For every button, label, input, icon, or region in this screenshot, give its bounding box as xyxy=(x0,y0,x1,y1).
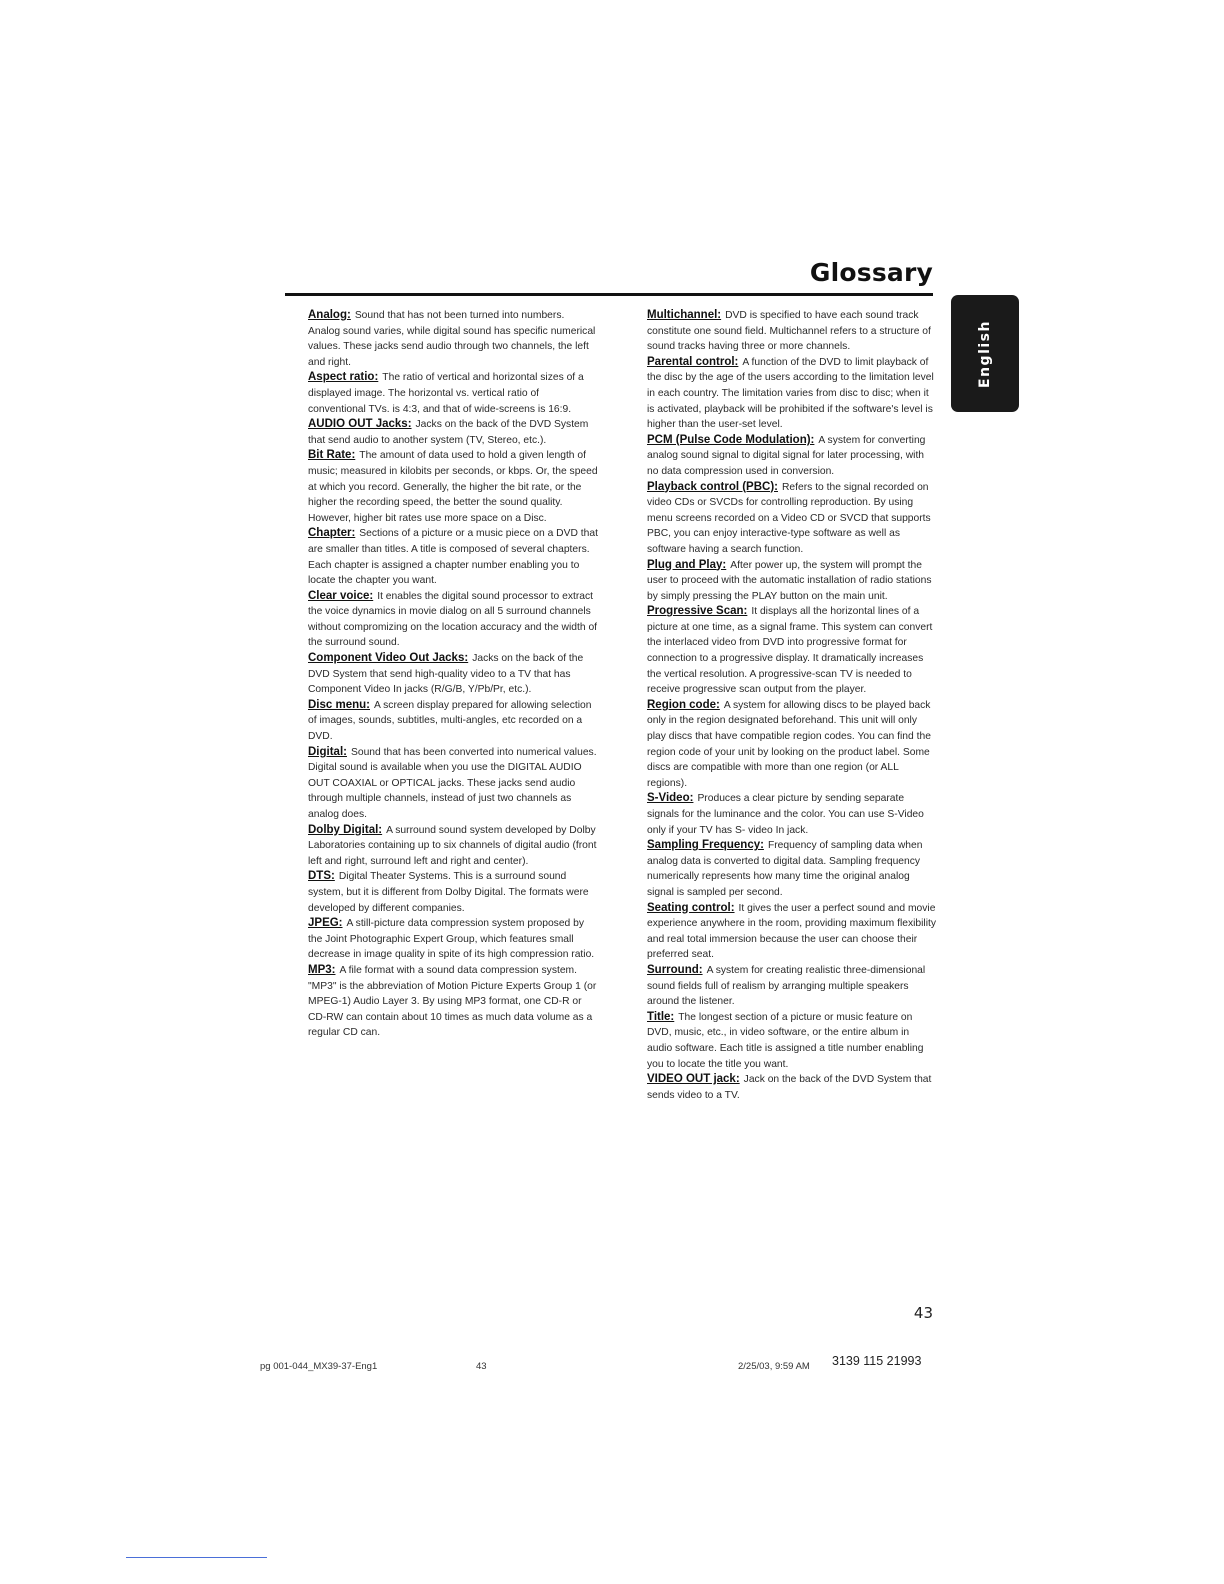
footer-file-name: pg 001-044_MX39-37-Eng1 xyxy=(260,1361,378,1372)
glossary-definition: Produces a clear picture by sending separate signals for the luminance and the color. You can use S-Video only if your TV has S- video In jack. xyxy=(647,793,924,836)
glossary-entry xyxy=(647,791,937,838)
glossary-definition: It gives the user a perfect sound and movie experience anywhere in the room, providing maximum flexibility and real total immersion because the user can choose their preferred seat. xyxy=(647,902,937,961)
glossary-entry xyxy=(647,838,937,900)
glossary-entry xyxy=(308,963,598,1041)
glossary-definition: A system for converting analog sound signal to digital signal for later processing, with no data compression used in conversion. xyxy=(647,434,926,477)
glossary-term: AUDIO OUT Jacks: xyxy=(308,418,412,431)
glossary-term: Disc menu: xyxy=(308,698,370,711)
page-number: 43 xyxy=(913,1304,933,1322)
glossary-term: Sampling Frequency: xyxy=(647,839,764,852)
glossary-entry xyxy=(308,745,598,823)
glossary-entry xyxy=(647,1010,937,1072)
glossary-term: Dolby Digital: xyxy=(308,823,383,836)
glossary-definition: A still-picture data compression system proposed by the Joint Photographic Expert Group, which features small decrease in image quality in spite of its high compression ratio. xyxy=(308,918,595,961)
glossary-term: VIDEO OUT jack: xyxy=(647,1073,740,1086)
glossary-term: Analog: xyxy=(308,309,351,321)
glossary-term: PCM (Pulse Code Modulation): xyxy=(647,433,815,446)
glossary-entry xyxy=(308,698,598,745)
glossary-term: JPEG: xyxy=(308,917,343,930)
glossary-definition: Digital Theater Systems. This is a surround sound system, but it is different from Dolby Digital. The formats were developed by different companies. xyxy=(308,871,589,914)
glossary-definition: The longest section of a picture or music feature on DVD, music, etc., in video software, or the entire album in audio software. Each title is assigned a title number enabling you to locate the title you want. xyxy=(647,1011,924,1070)
glossary-entry xyxy=(647,558,937,605)
glossary-entry xyxy=(647,433,937,480)
footer-code: 3139 115 21993 xyxy=(832,1354,922,1368)
glossary-definition: After power up, the system will prompt the user to proceed with the automatic installation of radio stations by simply pressing the PLAY button on the main unit. xyxy=(647,559,932,602)
glossary-definition: It enables the digital sound processor to extract the voice dynamics in movie dialog on all 5 surround channels without compromizing on the location accuracy and the width of the surround sound. xyxy=(308,590,598,649)
glossary-definition: Frequency of sampling data when analog data is converted to digital data. Sampling frequency numerically represents how many time the original analog signal is sampled per second. xyxy=(647,840,923,898)
glossary-entry xyxy=(647,901,937,963)
glossary-term: Plug and Play: xyxy=(647,558,727,571)
glossary-term: Aspect ratio: xyxy=(308,371,379,384)
glossary-column-right xyxy=(647,308,937,1103)
glossary-entry xyxy=(308,916,598,963)
glossary-definition: It displays all the horizontal lines of a picture at one time, as a signal frame. This system can convert the interlaced video from DVD into progressive format for connection to a progressive display. It dramatically increases the vertical resolution. A progressive-scan TV is needed to receive progressive scan output from the player. xyxy=(647,606,933,696)
page-title: Glossary xyxy=(809,258,933,287)
glossary-column-left xyxy=(308,308,598,1041)
glossary-definition: A file format with a sound data compression system. "MP3" is the abbreviation of Motion Picture Experts Group 1 (or MPEG-1) Audio Layer 3. By using MP3 format, one CD-R or CD-RW can contain about 10 times as much data volume as a regular CD can. xyxy=(308,964,597,1039)
glossary-entry xyxy=(647,308,937,355)
glossary-entry xyxy=(308,370,598,417)
glossary-entry xyxy=(308,308,598,370)
language-tab xyxy=(951,295,1019,412)
glossary-definition: The ratio of vertical and horizontal sizes of a displayed image. The horizontal vs. vertical ratio of conventional TVs. is 4:3, and that of wide-screens is 16:9. xyxy=(308,372,584,415)
glossary-definition: Sections of a picture or a music piece on a DVD that are smaller than titles. A title is composed of several chapters. Each chapter is assigned a chapter number enabling you to locate the chapter you want. xyxy=(308,528,598,587)
glossary-entry xyxy=(647,698,937,792)
glossary-entry xyxy=(308,526,598,588)
glossary-entry xyxy=(308,823,598,870)
glossary-definition: Jacks on the back of the DVD System that send high-quality video to a TV that has Component Video In jacks (R/G/B, Y/Pb/Pr, etc.). xyxy=(308,653,584,696)
glossary-entry xyxy=(647,963,937,1010)
glossary-entry xyxy=(647,355,937,433)
footer-date-time: 2/25/03, 9:59 AM xyxy=(738,1361,810,1372)
glossary-term: Title: xyxy=(647,1010,675,1023)
glossary-term: Playback control (PBC): xyxy=(647,480,778,493)
glossary-term: Progressive Scan: xyxy=(647,605,748,618)
glossary-term: Digital: xyxy=(308,745,347,758)
glossary-term: S-Video: xyxy=(647,792,694,805)
glossary-term: Multichannel: xyxy=(647,309,722,321)
glossary-entry xyxy=(308,869,598,916)
glossary-entry xyxy=(647,604,937,698)
glossary-definition: Refers to the signal recorded on video CDs or SVCDs for controlling reproduction. By using menu screens recorded on a Video CD or SVCD that supports PBC, you can enjoy interactive-type software as well as software having a search function. xyxy=(647,481,931,555)
glossary-term: Chapter: xyxy=(308,527,356,540)
glossary-term: MP3: xyxy=(308,963,336,976)
glossary-definition: A surround sound system developed by Dolby Laboratories containing up to six channels of digital audio (front left and right, surround left and right and center). xyxy=(308,824,597,867)
glossary-definition: Jack on the back of the DVD System that sends video to a TV. xyxy=(647,1074,932,1101)
glossary-definition: Sound that has been converted into numerical values. Digital sound is available when you use the DIGITAL AUDIO OUT COAXIAL or OPTICAL jacks. These jacks send audio through multiple channels, instead of just two channels as analog does. xyxy=(308,746,597,820)
glossary-definition: The amount of data used to hold a given length of music; measured in kilobits per seconds, or kbps. Or, the speed at which you record. Generally, the higher the bit rate, or the higher the recording speed, the better the sound quality. However, higher bit rates use more space on a Disc. xyxy=(308,450,598,524)
glossary-definition: DVD is specified to have each sound track constitute one sound field. Multichannel refers to a structure of sound tracks having three or more channels. xyxy=(647,310,931,353)
footer-page: 43 xyxy=(476,1361,487,1372)
glossary-term: Clear voice: xyxy=(308,589,374,602)
glossary-term: Bit Rate: xyxy=(308,449,356,462)
glossary-term: Component Video Out Jacks: xyxy=(308,652,469,665)
title-rule xyxy=(285,293,933,296)
glossary-entry xyxy=(308,589,598,651)
glossary-term: DTS: xyxy=(308,870,335,883)
glossary-term: Region code: xyxy=(647,698,720,711)
glossary-term: Seating control: xyxy=(647,901,735,914)
language-tab-label: English xyxy=(976,319,993,388)
glossary-entry xyxy=(308,417,598,448)
glossary-definition: A system for allowing discs to be played back only in the region designated beforehand. This unit will only play discs that have compatible region codes. You can find the region code of your unit by looking on the product label. Some discs are compatible with more than one region (or ALL regions). xyxy=(647,699,931,789)
glossary-definition: Jacks on the back of the DVD System that send audio to another system (TV, Stereo, etc.). xyxy=(308,419,589,446)
glossary-term: Parental control: xyxy=(647,355,739,368)
glossary-entry xyxy=(308,651,598,698)
glossary-entry xyxy=(647,1072,937,1103)
glossary-definition: Sound that has not been turned into numbers. Analog sound varies, while digital sound has specific numerical values. These jacks send audio through two channels, the left and right. xyxy=(308,310,596,368)
glossary-definition: A screen display prepared for allowing selection of images, sounds, subtitles, multi-angles, etc recorded on a DVD. xyxy=(308,699,592,743)
glossary-entry xyxy=(308,448,598,526)
glossary-term: Surround: xyxy=(647,963,703,976)
glossary-definition: A function of the DVD to limit playback of the disc by the age of the users according to the limitation level in each country. The limitation varies from disc to disc; when it is activated, playback will be prohibited if the software's level is higher than the user-set level. xyxy=(647,356,934,431)
bottom-divider xyxy=(126,1557,267,1558)
glossary-entry xyxy=(647,480,937,558)
glossary-definition: A system for creating realistic three-dimensional sound fields full of realism by arranging multiple speakers around the listener. xyxy=(647,964,926,1008)
